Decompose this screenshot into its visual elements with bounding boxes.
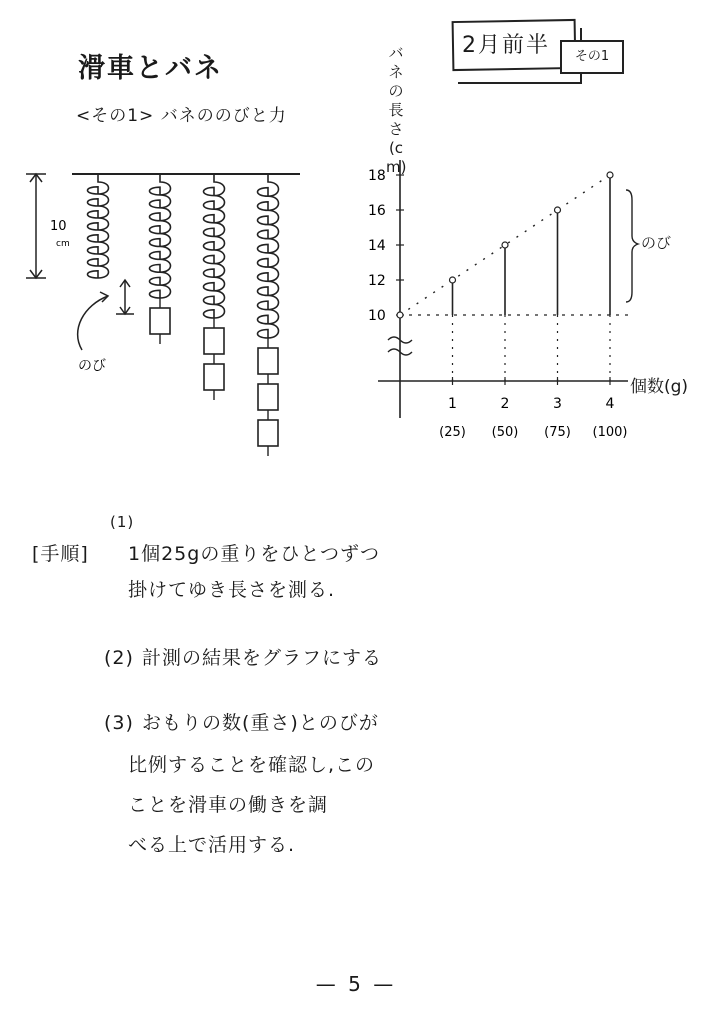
step-3-number: (3) [104, 712, 134, 734]
procedure-heading: [手順] [32, 543, 89, 565]
chart-plot-area [368, 160, 638, 440]
step-3-line-4: べる上で活用する. [128, 834, 296, 856]
x-tick-sublabel: (50) [491, 425, 519, 440]
step-3-line-2: 比例することを確認し,この [128, 754, 376, 776]
stretch-label: のび [78, 358, 106, 374]
height-value-label: 10 [50, 219, 67, 234]
x-tick-label: 2 [500, 396, 510, 412]
x-tick-sublabel: (75) [544, 425, 571, 440]
step-3-line-3: ことを滑車の働きを調 [128, 794, 329, 816]
badge-sub-label: その1 [560, 40, 624, 74]
x-tick-label: 1 [448, 396, 457, 412]
x-tick-sublabel: (25) [439, 425, 466, 440]
y-tick-label: 10 [368, 308, 386, 324]
step-1-number: (1) [110, 513, 135, 531]
y-tick-label: 12 [368, 273, 386, 289]
chart-annotation: のび [641, 234, 672, 252]
step-2-number: (2) [104, 647, 134, 669]
x-tick-label: 3 [553, 396, 562, 412]
chart-ylabel: バネの長さ(cm) [386, 44, 407, 176]
data-point [555, 207, 561, 213]
y-tick-label: 14 [368, 238, 386, 254]
badge-main-label: 2月前半 [462, 33, 550, 58]
data-point [607, 172, 613, 178]
chart-xlabel: 個数(g) [630, 377, 689, 397]
page-number: — 5 — [315, 972, 397, 996]
x-tick-label: 4 [605, 396, 615, 412]
step-1-line-2: 掛けてゆき長さを測る. [128, 579, 336, 601]
data-point [397, 312, 403, 318]
data-point [450, 277, 456, 283]
height-unit-label: cm [56, 239, 70, 249]
step-3-line-1: おもりの数(重さ)とのびが [142, 712, 379, 734]
page-title: 滑車とバネ [78, 53, 223, 84]
data-point [502, 242, 508, 248]
step-2-line-1: 計測の結果をグラフにする [142, 647, 383, 669]
y-tick-label: 18 [368, 168, 386, 184]
step-1-line-1: 1個25gの重りをひとつずつ [128, 543, 380, 565]
x-tick-sublabel: (100) [592, 425, 628, 440]
stretch-bracket [626, 190, 638, 302]
y-tick-label: 16 [368, 203, 386, 219]
section-subtitle: <その1> バネののびと力 [76, 106, 287, 126]
